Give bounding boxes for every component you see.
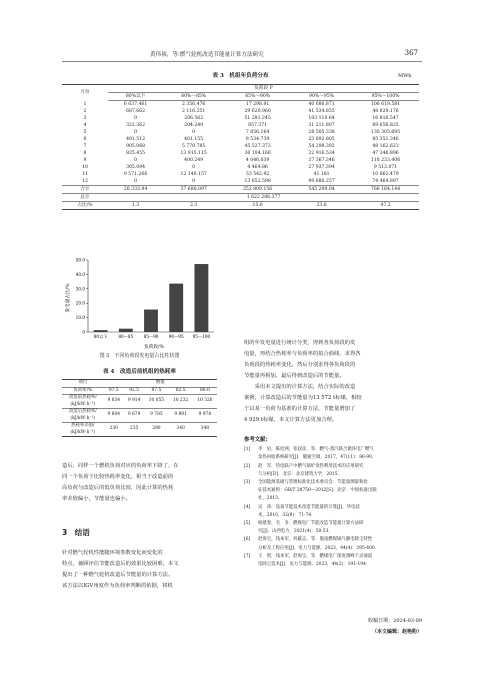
table3-month-cell: 1 xyxy=(83,101,87,107)
figure5-caption: 图 5 不同负荷段发电量占比柱状图 xyxy=(99,353,180,359)
table4-value-cell: 9 891 xyxy=(169,409,193,423)
table3-value-cell: 17 298.91 xyxy=(245,102,270,107)
table-row xyxy=(62,129,419,136)
reference-item xyxy=(244,553,422,569)
table4-value-cell: 9 914 xyxy=(124,395,144,409)
table3-value-cell: 9 571.266 xyxy=(123,172,148,177)
table3-month-cell: 12 xyxy=(82,179,88,184)
text-line: 电量，再结合热耗率与负荷率的拟合曲线，求得各 xyxy=(244,351,361,357)
reference-item xyxy=(244,446,422,462)
table4-header-row xyxy=(62,380,217,388)
reference-number: [4] xyxy=(244,504,251,510)
table3-value-cell: 687.662 xyxy=(126,109,146,114)
table3-total-label: 合计 xyxy=(62,186,108,194)
table3-value-cell: 36 104.166 xyxy=(244,151,271,156)
table4-load-label: 负荷率/% xyxy=(62,387,104,395)
table3-band-header: 90%～95% xyxy=(291,93,352,101)
table4-load-cell: 80.0 xyxy=(193,387,217,395)
table3-value-cell: 85 351.346 xyxy=(372,137,399,142)
table3-value-cell: 37 367.346 xyxy=(308,158,335,163)
chart-xlabel: 负荷段/% xyxy=(144,345,164,350)
table3-value-cell: 40 680.871 xyxy=(308,102,335,107)
table3-caption: 表 3 机组年负荷分布 xyxy=(212,73,269,79)
table3-pct-cell: 33.6 xyxy=(291,202,352,210)
text-line: 该方法以IGV角度作为负荷率判断的依据，将机 xyxy=(62,583,173,589)
table3-value-cell: 12 140.157 xyxy=(180,172,207,177)
chart-y-tick-label: 40.0 xyxy=(75,271,85,277)
table3-value-cell: 8 534.739 xyxy=(245,137,270,142)
table-row xyxy=(62,143,419,150)
table4-value-cell: 9 604 xyxy=(104,409,124,423)
chart-x-tick-label: 90～95 xyxy=(168,334,184,339)
table3-pct-cell: 2.3 xyxy=(163,202,224,210)
table3-total-cell: 37 680.097 xyxy=(163,186,224,194)
reference-line: 电除尘技术[J]．电力与能源，2023，44(2)：191-194． xyxy=(258,562,371,568)
table-row xyxy=(62,115,419,122)
table4-caption: 表 4 改造后前机组的热耗率 xyxy=(103,369,176,375)
table3-month-cell: 2 xyxy=(83,109,87,114)
table4-row-label-line2: (kJ/kW·h⁻¹) xyxy=(70,401,96,407)
table4-value-cell: 348 xyxy=(193,423,217,437)
table3-group-header: 负荷段 P xyxy=(108,85,419,93)
running-title: 黄伟裕，等:燃气轮机改造节能量计算方法研究 xyxy=(150,52,264,58)
table-row xyxy=(62,101,419,109)
text-line: 特点，兼顾评估节能改造后的效果比较困难，本文 xyxy=(62,561,179,567)
table3-pct-row xyxy=(62,202,419,210)
table-row xyxy=(62,164,419,171)
text-line: 针对燃气轮机性能随环境参数变化而变化的 xyxy=(62,550,163,556)
table4-value-cell: 9 679 xyxy=(124,409,144,423)
reference-line: 杨建春，毛 争．燃煤电厂节能改造节能量计算方法研 xyxy=(258,521,364,527)
table3-value-cell: 22 916.534 xyxy=(308,151,335,156)
reference-text xyxy=(258,520,363,536)
table3-month-header: 月份 xyxy=(62,85,108,101)
table3-value-cell: 4 464.86 xyxy=(247,165,268,170)
table-row xyxy=(62,108,419,115)
table4-load-cell: 82.5 xyxy=(169,387,193,395)
table3-total-cell: 545 299.04 xyxy=(291,186,352,194)
reference-text xyxy=(258,504,360,520)
reference-line: 术，2010，32(9)：71-74． xyxy=(258,512,316,518)
table3-value-cell: 31 211.807 xyxy=(308,123,335,128)
table4-value-cell: 340 xyxy=(169,423,193,437)
chart-y-tick-label: 30.0 xyxy=(75,286,85,292)
reference-text xyxy=(258,536,379,552)
table3-value-cell: 41 181 xyxy=(313,172,330,177)
table4-load-cell: 97.5 xyxy=(104,387,124,395)
table3-value-cell: 0 xyxy=(192,165,196,170)
table3-month-cell: 9 xyxy=(83,158,87,163)
table4-value-cell: 10 232 xyxy=(169,395,193,409)
table3-value-cell: 10 862.479 xyxy=(372,172,399,177)
chart-y-tick-label: 20.0 xyxy=(75,300,85,306)
reference-number: [3] xyxy=(244,480,251,486)
table-row xyxy=(62,122,419,129)
table4-data-header: 数值 xyxy=(104,380,217,388)
references xyxy=(244,436,422,569)
table-row xyxy=(62,409,217,423)
table4-value-cell: 235 xyxy=(124,423,144,437)
reference-line: 全国能源基础与管理标准化技术委员会．节能量测量和验 xyxy=(258,480,368,486)
table4-item-header: 项目 xyxy=(62,380,104,388)
table3-total-cell: 252 809.156 xyxy=(224,186,291,194)
reference-line: 赵 军．热电联产中燃气锅炉余热利用技术的应用研究 xyxy=(258,463,364,469)
reference-item xyxy=(244,479,422,504)
table3-value-cell: 16 816.547 xyxy=(372,116,399,121)
table3-value-cell: 130 305.695 xyxy=(370,130,401,135)
chart-y-tick-label: 50.0 xyxy=(75,257,85,263)
table3-value-cell: 69 656.825 xyxy=(372,123,399,128)
table3-value-cell: 118 233.406 xyxy=(370,158,401,163)
reference-number: [7] xyxy=(244,553,251,559)
table3-total-cell: 20 333.94 xyxy=(108,186,163,194)
reference-line: 究[J]．山西电力，2021(4)：50-53． xyxy=(258,529,333,535)
reference-line: 社，2013． xyxy=(258,496,283,502)
table3-value-cell: 54 298.392 xyxy=(308,144,335,149)
reference-item xyxy=(244,520,422,536)
table4-row-label xyxy=(62,423,104,437)
table3-value-cell: 0 xyxy=(134,158,138,163)
conclusion-paragraph xyxy=(62,548,222,592)
text-line: 同一个负荷下比较热耗率变化，相当于改造前的 xyxy=(62,474,174,480)
chart-ylabel: 发电量占比/% xyxy=(66,283,71,313)
table4-load-row xyxy=(62,387,217,395)
table3-value-cell: 90 680.257 xyxy=(308,179,335,184)
table3-value-cell: 45 527.373 xyxy=(244,144,271,149)
reference-text xyxy=(258,446,376,462)
text-line: 负荷段的热耗率变化，然后分别求得各负荷段的 xyxy=(244,362,356,368)
left-paragraph xyxy=(62,461,222,505)
table3-value-cell: 4 046.039 xyxy=(245,158,270,163)
table3-month-cell: 7 xyxy=(83,144,87,149)
table3-value-cell: 2 356.476 xyxy=(181,102,206,107)
table3-value-cell: 106 619.581 xyxy=(370,102,401,107)
chart-y-tick-label: 10.0 xyxy=(75,315,85,321)
table3-month-cell: 6 xyxy=(83,137,87,142)
table3-value-cell: 7 856.164 xyxy=(245,130,270,135)
table3-value-cell: 322.362 xyxy=(126,123,146,128)
table4-row-label-line2: (kJ/kW·h⁻¹) xyxy=(70,429,96,435)
table3-value-cell: 74 464.897 xyxy=(372,179,399,184)
chart-x-tick-label: 80以下 xyxy=(93,334,108,339)
text-line: 节能量再相加，最后得到改造后的节能量。 xyxy=(244,373,345,379)
text-line: 提出了一种燃气轮机改造后节能量的计算方法。 xyxy=(62,572,174,578)
chart-bar xyxy=(119,329,133,332)
table3-value-cell: 835.455 xyxy=(126,151,146,156)
reference-text xyxy=(258,463,363,479)
text-line: 高负荷与改造后的低负荷比较，因此计算的热耗 xyxy=(62,485,174,491)
chart-bar xyxy=(94,330,108,332)
table3-value-cell: 28 505.338 xyxy=(308,130,335,135)
table3-value-cell: 5 778.785 xyxy=(181,144,206,149)
table3-month-cell: 4 xyxy=(83,123,87,128)
table3-unit: MWh xyxy=(398,73,412,79)
reference-line: 王 智，钱本军，赵海宝，等．燃煤电厂深度调峰下灵通道 xyxy=(258,553,373,559)
table3-pct-cell: 1.3 xyxy=(108,202,163,210)
table3-value-cell: 2 116.351 xyxy=(181,109,206,114)
table3-value-cell: 0 xyxy=(134,179,138,184)
table3-month-cell: 5 xyxy=(83,130,87,135)
figure5-chart xyxy=(62,254,222,352)
text-line: 造后，同样一个燃机负荷对应的负荷率下降了，在 xyxy=(62,463,179,469)
table3-value-cell: 491.512 xyxy=(126,137,146,142)
table3-band-header: 80%～85% xyxy=(163,93,224,101)
reference-text xyxy=(258,553,372,569)
table3-value-cell: 0 xyxy=(134,130,138,135)
table3-value-cell: 103 110.64 xyxy=(308,116,335,121)
table3-value-cell: 9 513.071 xyxy=(373,165,398,170)
received-date: 收稿日期：2024-03-09 xyxy=(368,618,422,624)
table3-pct-cell: 15.6 xyxy=(224,202,291,210)
table-row xyxy=(62,171,419,178)
table3-value-cell: 857.371 xyxy=(248,123,268,128)
chart-x-tick-label: 80～85 xyxy=(118,334,134,339)
page-number: 367 xyxy=(404,49,418,57)
chart-x-tick-label: 95～100 xyxy=(192,334,211,339)
section3-title: 3 结语 xyxy=(62,528,90,537)
table3-month-cell: 10 xyxy=(82,165,88,170)
table3-value-cell: 206.562 xyxy=(184,116,204,121)
table4-load-cell: 87.5 xyxy=(144,387,168,395)
table3-value-cell: 23 692.805 xyxy=(308,137,335,142)
table-row xyxy=(62,395,217,409)
table4-row-label-line1: 改造后热耗率/ xyxy=(68,409,97,415)
table4-row-label xyxy=(62,409,104,423)
table3-value-cell: 13 652.598 xyxy=(244,179,271,184)
table4-load-cell: 92.5 xyxy=(124,387,144,395)
chart-y-tick-label: 0 xyxy=(82,329,85,335)
text-line: 于以某一负荷为基准的计算方法，节能量增加了 xyxy=(244,406,356,412)
table3-total-row xyxy=(62,186,419,194)
right-paragraph xyxy=(244,338,422,426)
reference-number: [6] xyxy=(244,537,251,543)
table3-sum-row xyxy=(62,194,419,202)
table4-row-label-line1: 热耗率差值/ xyxy=(71,423,95,429)
text-line: 组的年发电量进行统计分类，得到各负荷段的发 xyxy=(244,340,356,346)
table3-value-cell: 400.249 xyxy=(184,158,204,163)
table4-row-label-line2: (kJ/kW·h⁻¹) xyxy=(70,415,96,421)
reference-line: 赵海宝，钱本军，何蔽志，等．施南燃煤锅气静电除尘特性 xyxy=(258,537,373,543)
table4-value-cell: 10 326 xyxy=(193,395,217,409)
table3-band-header: 80%以下 xyxy=(108,93,163,101)
table4 xyxy=(62,379,217,437)
table-row xyxy=(62,157,419,164)
reference-item xyxy=(244,504,422,520)
text-line: 采用本文提出的计算方法，结合实际的改造 xyxy=(244,384,356,390)
table4-value-cell: 10 055 xyxy=(144,395,168,409)
table4-value-cell: 9 785 xyxy=(144,409,168,423)
table4-row-label-line1: 改造前热耗率/ xyxy=(68,395,97,401)
table3-month-cell: 8 xyxy=(83,151,87,156)
reference-line: 余热回收系统研究[J]．暖通空调，2017，47(11)：86-90． xyxy=(258,455,377,461)
table3-grand-total: 1 622 286.377 xyxy=(108,194,419,202)
reference-number: [2] xyxy=(244,463,251,469)
table3-value-cell: 33 542.92 xyxy=(245,172,270,177)
chart-x-tick-label: 85～90 xyxy=(143,334,159,339)
text-line: 案例，计算改造后的节能量为13 572 t标煤，相较 xyxy=(244,395,362,401)
reference-item xyxy=(244,463,422,479)
table4-value-cell: 230 xyxy=(104,423,124,437)
table3-value-cell: 29 620.960 xyxy=(244,109,271,114)
references-heading: 参考文献: xyxy=(244,437,268,443)
table-row xyxy=(62,136,419,143)
editor-note: （本文编辑：赵艳粉） xyxy=(371,629,422,635)
reference-item xyxy=(244,536,422,552)
reference-line: 分析及工程应用[J]．电力与能源，2023，44(4)：395-400． xyxy=(258,545,380,551)
table3-value-cell: 401.155 xyxy=(184,137,204,142)
table3-value-cell: 204.240 xyxy=(184,123,204,128)
reference-number: [5] xyxy=(244,521,251,527)
reference-line: 证技术通则：GB/T 28750—2012[S]．北京：中国标准出版 xyxy=(258,488,377,494)
reference-line: 李 岩，陈庶洲，张叔彦，等．燃气-蒸汽联合循环电厂燃气 xyxy=(258,447,374,453)
reference-text xyxy=(258,479,377,504)
table3-value-cell: 305.094 xyxy=(126,165,146,170)
table3-pct-cell: 47.2 xyxy=(352,202,419,210)
table4-value-cell: 9 834 xyxy=(104,395,124,409)
reference-line: 与分析[D]．北京：北京建筑大学，2015． xyxy=(258,471,342,477)
text-line: 率差值偏小，节能量也偏小。 xyxy=(62,496,131,502)
header-rule xyxy=(62,61,422,62)
table3-value-cell: 41 534.855 xyxy=(308,109,335,114)
table3-value-cell: 0 xyxy=(134,116,138,121)
table3-total-cell: 766 164.144 xyxy=(352,186,419,194)
table3-value-cell: 0 xyxy=(192,130,196,135)
chart-bar xyxy=(169,284,183,332)
reference-line: 吴 涛．设备节能技术改造节能量的计算[J]．华电技 xyxy=(258,504,360,510)
reference-number: [1] xyxy=(244,447,251,453)
table-row xyxy=(62,150,419,157)
table4-value-cell: 9 978 xyxy=(193,409,217,423)
table-row xyxy=(62,423,217,437)
table3-value-cell: 6 637.461 xyxy=(123,102,148,107)
table-row xyxy=(62,178,419,186)
table3-value-cell: 27 937.394 xyxy=(308,165,335,170)
table3-value-cell: 47 346.896 xyxy=(372,151,399,156)
chart-bar xyxy=(194,264,208,332)
table3-value-cell: 905.068 xyxy=(126,144,146,149)
table3-month-cell: 3 xyxy=(83,116,87,121)
table3-month-cell: 11 xyxy=(82,172,88,177)
chart-bar xyxy=(144,310,158,332)
table3-sum-label: 总计 xyxy=(62,194,108,202)
table4-row-label xyxy=(62,395,104,409)
table3-value-cell: 48 162.623 xyxy=(372,144,399,149)
table3-pct-label: 占比/% xyxy=(62,202,108,210)
table3-value-cell: 13 915.115 xyxy=(180,151,207,156)
table3 xyxy=(62,84,419,210)
table3-value-cell: 51 281.245 xyxy=(244,116,271,121)
table3-band-header: 95%～100% xyxy=(352,93,419,101)
table3-value-cell: 48 829.176 xyxy=(372,109,399,114)
table3-band-header: 85%～90% xyxy=(224,93,291,101)
table4-value-cell: 290 xyxy=(144,423,168,437)
text-line: 4 929 t标煤，本文计算方法更加合理。 xyxy=(244,417,338,423)
table3-value-cell: 0 xyxy=(192,179,196,184)
